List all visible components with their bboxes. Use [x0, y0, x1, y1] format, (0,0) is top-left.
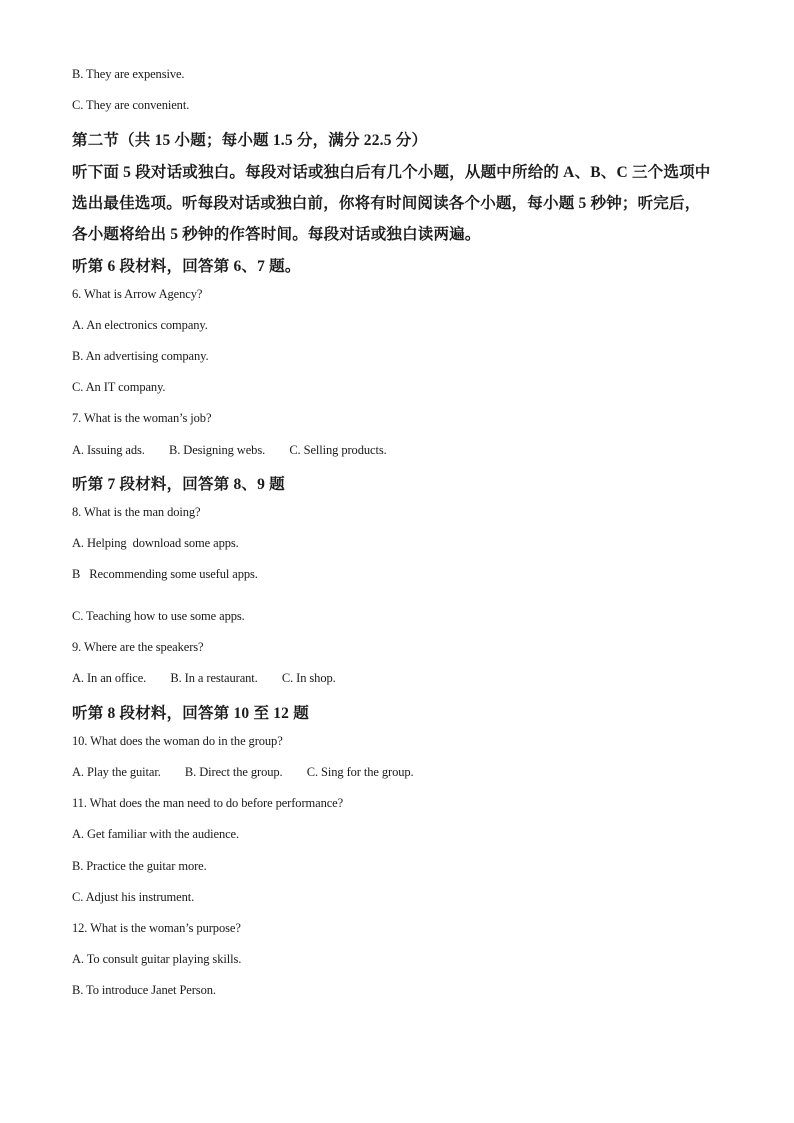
option-line: A. Play the guitar. B. Direct the group. C. Sing for the group.: [72, 765, 414, 779]
option-line: C. An IT company.: [72, 380, 166, 394]
option-line: C. Teaching how to use some apps.: [72, 609, 245, 623]
instruction-line: 听下面 5 段对话或独白。每段对话或独白后有几个小题，从题中所给的 A、B、C 三个选项中: [72, 164, 711, 181]
question-line: 10. What does the woman do in the group?: [72, 734, 283, 748]
option-line: A. In an office. B. In a restaurant. C. In shop.: [72, 671, 336, 685]
option-line: C. Adjust his instrument.: [72, 890, 195, 904]
option-line: A. Helping download some apps.: [72, 536, 239, 550]
question-line: 7. What is the woman’s job?: [72, 411, 212, 425]
option-line: A. Issuing ads. B. Designing webs. C. Selling products.: [72, 443, 387, 457]
option-line: A. Get familiar with the audience.: [72, 827, 240, 841]
question-line: 6. What is Arrow Agency?: [72, 287, 203, 301]
question-line: 11. What does the man need to do before performance?: [72, 796, 344, 810]
material-heading: 听第 7 段材料，回答第 8、9 题: [72, 476, 285, 493]
option-line: B Recommending some useful apps.: [72, 567, 258, 581]
question-line: 8. What is the man doing?: [72, 505, 201, 519]
section-heading: 第二节（共 15 小题；每小题 1.5 分，满分 22.5 分）: [72, 132, 428, 149]
instruction-line: 选出最佳选项。听每段对话或独白前，你将有时间阅读各个小题，每小题 5 秒钟；听完后，: [72, 195, 701, 212]
question-line: 9. Where are the speakers?: [72, 640, 204, 654]
question-line: 12. What is the woman’s purpose?: [72, 921, 241, 935]
material-heading: 听第 8 段材料，回答第 10 至 12 题: [72, 705, 309, 722]
instruction-line: 各小题将给出 5 秒钟的作答时间。每段对话或独白读两遍。: [72, 226, 481, 243]
option-line: A. To consult guitar playing skills.: [72, 952, 242, 966]
option-line: B. They are expensive.: [72, 67, 185, 81]
option-line: B. An advertising company.: [72, 349, 209, 363]
option-line: C. They are convenient.: [72, 98, 190, 112]
material-heading: 听第 6 段材料，回答第 6、7 题。: [72, 258, 301, 275]
option-line: B. Practice the guitar more.: [72, 859, 207, 873]
option-line: B. To introduce Janet Person.: [72, 983, 216, 997]
option-line: A. An electronics company.: [72, 318, 208, 332]
